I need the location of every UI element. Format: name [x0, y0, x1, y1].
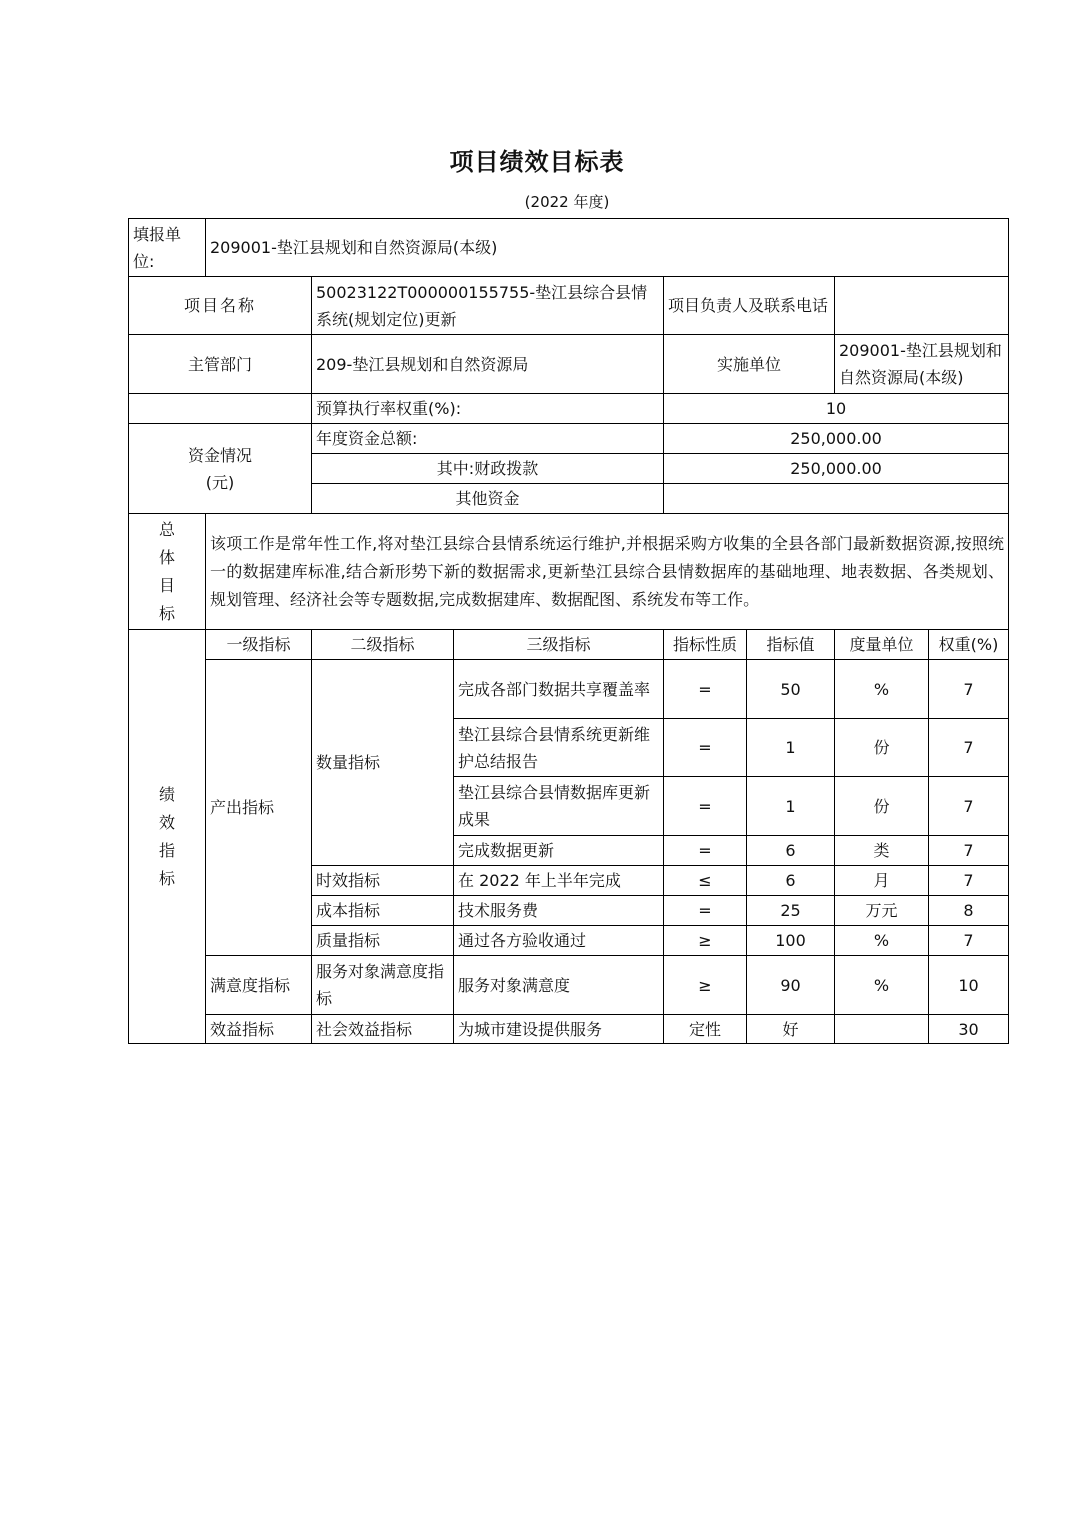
header-unit: 度量单位: [835, 630, 929, 660]
page-title: 项目绩效目标表: [449, 148, 625, 176]
goal-label: 总体目标: [129, 514, 206, 630]
value-cell: 1: [747, 719, 835, 777]
level3-cell: 为城市建设提供服务: [454, 1015, 664, 1044]
budget-row: [129, 394, 1009, 424]
value-cell: 1: [747, 777, 835, 836]
funds-fiscal-label: 其中:财政拨款: [312, 454, 664, 484]
unit-cell: 月: [835, 866, 929, 896]
performance-target-table: [128, 218, 1009, 1044]
funds-total-value: 250,000.00: [664, 424, 1009, 454]
level1-benefit: 效益指标: [206, 1015, 312, 1044]
nature-cell: 定性: [664, 1015, 747, 1044]
goal-text: 该项工作是常年性工作,将对垫江县综合县情系统运行维护,并根据采购方收集的全县各部门最新数据资源,按照统一的数据建库标准,结合新形势下新的数据需求,更新垫江县综合县情数据库的基础地理、地表数据、各类规划、规划管理、经济社会等专题数据,完成数据建库、数据配图、系统发布等工作。: [206, 514, 1009, 630]
nature-cell: =: [664, 896, 747, 926]
level3-cell: 完成各部门数据共享覆盖率: [454, 660, 664, 719]
table-row: [129, 660, 1009, 719]
nature-cell: =: [664, 836, 747, 866]
nature-cell: ≤: [664, 866, 747, 896]
weight-cell: 10: [929, 956, 1009, 1015]
perf-label: 绩效指标: [129, 630, 206, 1044]
budget-value: 10: [664, 394, 1009, 424]
level3-cell: 技术服务费: [454, 896, 664, 926]
weight-cell: 7: [929, 866, 1009, 896]
level3-cell: 服务对象满意度: [454, 956, 664, 1015]
level2-quality: 质量指标: [312, 926, 454, 956]
perf-header-row: [129, 630, 1009, 660]
level3-cell: 垫江县综合县情系统更新维护总结报告: [454, 719, 664, 777]
nature-cell: ≥: [664, 956, 747, 1015]
level2-timeliness: 时效指标: [312, 866, 454, 896]
unit-value: 209001-垫江县规划和自然资源局(本级): [206, 219, 1009, 277]
value-cell: 50: [747, 660, 835, 719]
value-cell: 100: [747, 926, 835, 956]
budget-label: 预算执行率权重(%):: [312, 394, 664, 424]
header-nature: 指标性质: [664, 630, 747, 660]
level2-social-benefit: 社会效益指标: [312, 1015, 454, 1044]
weight-cell: 30: [929, 1015, 1009, 1044]
project-name-label: 项目名称: [129, 277, 312, 335]
unit-cell: [835, 1015, 929, 1044]
table-row: [129, 956, 1009, 1015]
weight-cell: 7: [929, 777, 1009, 836]
unit-cell: %: [835, 660, 929, 719]
project-contact-label: 项目负责人及联系电话: [664, 277, 835, 335]
project-contact-value: [835, 277, 1009, 335]
dept-row: [129, 335, 1009, 394]
level2-quantity: 数量指标: [312, 660, 454, 866]
nature-cell: =: [664, 719, 747, 777]
value-cell: 90: [747, 956, 835, 1015]
funds-total-label: 年度资金总额:: [312, 424, 664, 454]
project-name-value: 50023122T000000155755-垫江县综合县情系统(规划定位)更新: [312, 277, 664, 335]
impl-unit-label: 实施单位: [664, 335, 835, 394]
level2-cost: 成本指标: [312, 896, 454, 926]
level3-cell: 通过各方验收通过: [454, 926, 664, 956]
weight-cell: 7: [929, 719, 1009, 777]
value-cell: 6: [747, 836, 835, 866]
nature-cell: ≥: [664, 926, 747, 956]
unit-cell: %: [835, 956, 929, 1015]
nature-cell: =: [664, 660, 747, 719]
unit-cell: 份: [835, 719, 929, 777]
funds-other-label: 其他资金: [312, 484, 664, 514]
value-cell: 25: [747, 896, 835, 926]
level3-cell: 垫江县综合县情数据库更新成果: [454, 777, 664, 836]
unit-row: [129, 219, 1009, 277]
level2-service-satisfaction: 服务对象满意度指标: [312, 956, 454, 1015]
weight-cell: 7: [929, 660, 1009, 719]
unit-cell: %: [835, 926, 929, 956]
value-cell: 6: [747, 866, 835, 896]
funds-label: 资金情况(元): [129, 424, 312, 514]
level3-cell: 完成数据更新: [454, 836, 664, 866]
header-level3: 三级指标: [454, 630, 664, 660]
header-level1: 一级指标: [206, 630, 312, 660]
header-weight: 权重(%): [929, 630, 1009, 660]
funds-other-value: [664, 484, 1009, 514]
level1-output: 产出指标: [206, 660, 312, 956]
unit-cell: 万元: [835, 896, 929, 926]
impl-unit-value: 209001-垫江县规划和自然资源局(本级): [835, 335, 1009, 394]
level3-cell: 在 2022 年上半年完成: [454, 866, 664, 896]
level1-satisfaction: 满意度指标: [206, 956, 312, 1015]
table-row: [129, 1015, 1009, 1044]
funds-total-row: [129, 424, 1009, 454]
goal-row: [129, 514, 1009, 630]
weight-cell: 7: [929, 926, 1009, 956]
year-subtitle: (2022 年度): [524, 193, 610, 211]
header-level2: 二级指标: [312, 630, 454, 660]
project-row: [129, 277, 1009, 335]
nature-cell: =: [664, 777, 747, 836]
dept-label: 主管部门: [129, 335, 312, 394]
budget-blank: [129, 394, 312, 424]
unit-cell: 类: [835, 836, 929, 866]
unit-label: 填报单位:: [129, 219, 206, 277]
funds-fiscal-value: 250,000.00: [664, 454, 1009, 484]
unit-cell: 份: [835, 777, 929, 836]
weight-cell: 7: [929, 836, 1009, 866]
value-cell: 好: [747, 1015, 835, 1044]
header-value: 指标值: [747, 630, 835, 660]
weight-cell: 8: [929, 896, 1009, 926]
dept-value: 209-垫江县规划和自然资源局: [312, 335, 664, 394]
